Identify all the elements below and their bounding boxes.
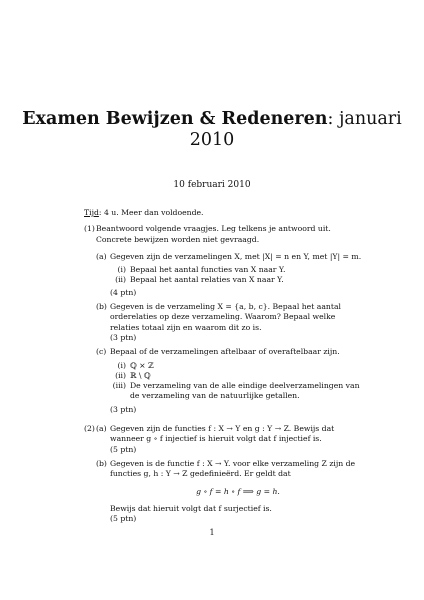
q1a-i-text: Bepaal het aantal functies van X naar Y. — [130, 265, 286, 275]
title-rest: : januari — [327, 109, 402, 129]
q1a-ii-text: Bepaal het aantal relaties van X naar Y. — [130, 275, 284, 285]
q1a-ii — [110, 275, 366, 285]
q1a-i — [110, 265, 366, 275]
q2-number: (2) — [84, 424, 95, 434]
q1c-ii — [110, 371, 366, 381]
q1c-ii-text: ℝ \ ℚ — [130, 370, 151, 380]
q2b — [96, 459, 366, 524]
page-number: 1 — [209, 528, 215, 537]
q1c-label: (c) — [96, 347, 107, 357]
q1c-i-text: ℚ × ℤ — [130, 360, 154, 370]
q1c-i — [110, 361, 366, 371]
q2a-text: Gegeven zijn de functies f : X → Y en g : Y → Z. Bewijs dat wanneer g ∘ f injectief is hieruit volgt dat f injectief is. — [110, 424, 335, 444]
q1a — [96, 252, 366, 298]
q1c-ii-label: (ii) — [115, 370, 126, 380]
q1c-iii — [110, 381, 366, 402]
q2b-text: Gegeven is de functie f : X → Y. voor elke verzameling Z zijn de functies g, h : Y → Z gedefinieërd. Er geldt dat — [110, 458, 356, 479]
q1c-iii-label: (iii) — [112, 381, 126, 391]
q1c-i-label: (i) — [117, 360, 126, 370]
q1c-text: Bepaal of de verzamelingen aftelbaar of overaftelbaar zijn. — [110, 347, 340, 357]
exam-date: 10 februari 2010 — [173, 180, 251, 190]
q1a-points: (4 ptn) — [110, 287, 137, 297]
q1c — [96, 347, 366, 415]
q2b-label: (b) — [96, 458, 107, 468]
tijd-label: Tijd — [84, 208, 99, 217]
q1a-ii-label: (ii) — [115, 275, 126, 285]
q1b — [96, 302, 366, 343]
title-bold: Examen Bewijzen & Redeneren — [22, 109, 328, 129]
exam-body — [84, 208, 366, 524]
title-year: 2010 — [189, 130, 235, 150]
question-2 — [84, 424, 366, 524]
tijd-text: : 4 u. Meer dan voldoende. — [98, 208, 204, 217]
q1c-points: (3 ptn) — [110, 404, 137, 414]
q1a-i-label: (i) — [117, 265, 126, 275]
q2b-points: (5 ptn) — [110, 514, 137, 524]
q2a-points: (5 ptn) — [110, 444, 137, 454]
tijd-line — [84, 208, 366, 218]
q1a-label: (a) — [96, 251, 107, 261]
q1a-text: Gegeven zijn de verzamelingen X, met |X| = n en Y, met |Y| = m. — [110, 251, 362, 261]
q2b-equation: g ∘ f = h ∘ f ⟹ g = h. — [196, 486, 280, 496]
exam-title — [0, 109, 424, 151]
q1-number: (1) — [84, 224, 95, 234]
q1b-text: Gegeven is de verzameling X = {a, b, c}. Bepaal het aantal orderelaties op deze verzameling. Waarom? Bepaal welke relaties totaal zijn en waarom dit zo is. — [110, 302, 342, 332]
q2a — [96, 424, 366, 455]
q2a-label: (a) — [96, 424, 107, 434]
q1-intro: Beantwoord volgende vraagjes. Leg telkens je antwoord uit. Concrete bewijzen worden niet gevraagd. — [96, 224, 331, 244]
question-1 — [84, 224, 366, 415]
q1b-points: (3 ptn) — [110, 332, 137, 342]
q2b-after: Bewijs dat hieruit volgt dat f surjectief is. — [110, 503, 272, 513]
q1b-label: (b) — [96, 302, 107, 312]
q1c-iii-text: De verzameling van de alle eindige deelverzamelingen van de verzameling van de natuurlijke getallen. — [130, 381, 360, 401]
